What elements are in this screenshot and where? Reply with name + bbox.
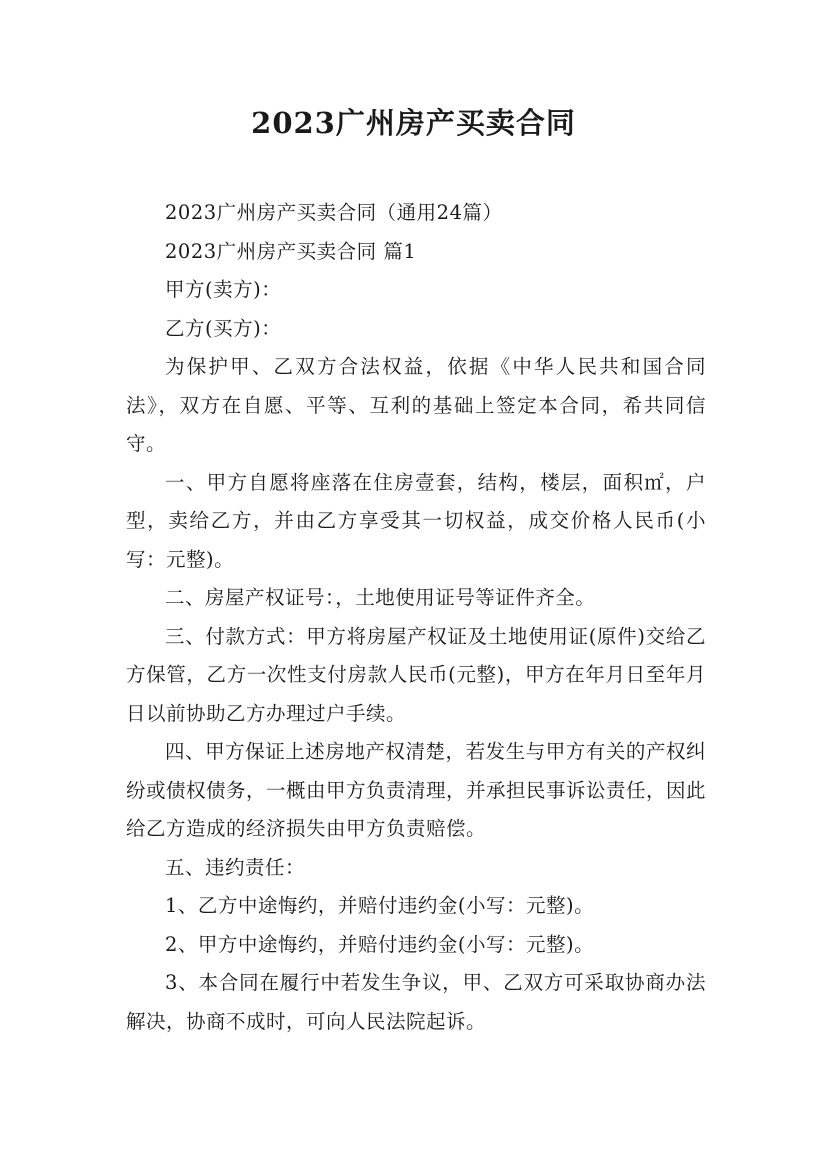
paragraph-clause-1: 一、甲方自愿将座落在住房壹套，结构，楼层，面积㎡，户型，卖给乙方，并由乙方享受其一切权益，成交价格人民币(小写：元整)。	[126, 470, 706, 571]
paragraph-section-heading: 2023广州房产买卖合同 篇1	[165, 239, 417, 263]
paragraph-clause-5-item-3: 3、本合同在履行中若发生争议，甲、乙双方可采取协商办法解决，协商不成时，可向人民法院起诉。	[126, 971, 706, 1033]
paragraph-subtitle: 2023广州房产买卖合同（通用24篇）	[165, 201, 503, 224]
paragraph-clause-5-item-2: 2、甲方中途悔约，并赔付违约金(小写：元整)。	[165, 932, 595, 956]
paragraph-party-b: 乙方(买方)：	[165, 316, 282, 340]
paragraph-clause-5: 五、违约责任：	[165, 855, 306, 879]
paragraph-clause-4: 四、甲方保证上述房地产权清楚，若发生与甲方有关的产权纠纷或债权债务，一概由甲方负责清理，并承担民事诉讼责任，因此给乙方造成的经济损失由甲方负责赔偿。	[126, 740, 707, 840]
paragraph-clause-2: 二、房屋产权证号：，土地使用证号等证件齐全。	[165, 586, 596, 609]
document-title: 2023广州房产买卖合同	[251, 106, 576, 140]
paragraph-clause-3: 三、付款方式：甲方将房屋产权证及土地使用证(原件)交给乙方保管，乙方一次性支付房款人民币(元整)，甲方在年月日至年月日以前协助乙方办理过户手续。	[126, 624, 706, 725]
paragraph-clause-5-item-1: 1、乙方中途悔约，并赔付违约金(小写：元整)。	[165, 894, 595, 917]
paragraph-party-a: 甲方(卖方)：	[165, 278, 282, 301]
paragraph-preamble: 为保护甲、乙双方合法权益，依据《中华人民共和国合同法》，双方在自愿、平等、互利的基础上签定本合同，希共同信守。	[126, 355, 706, 455]
document-body	[126, 194, 706, 1041]
